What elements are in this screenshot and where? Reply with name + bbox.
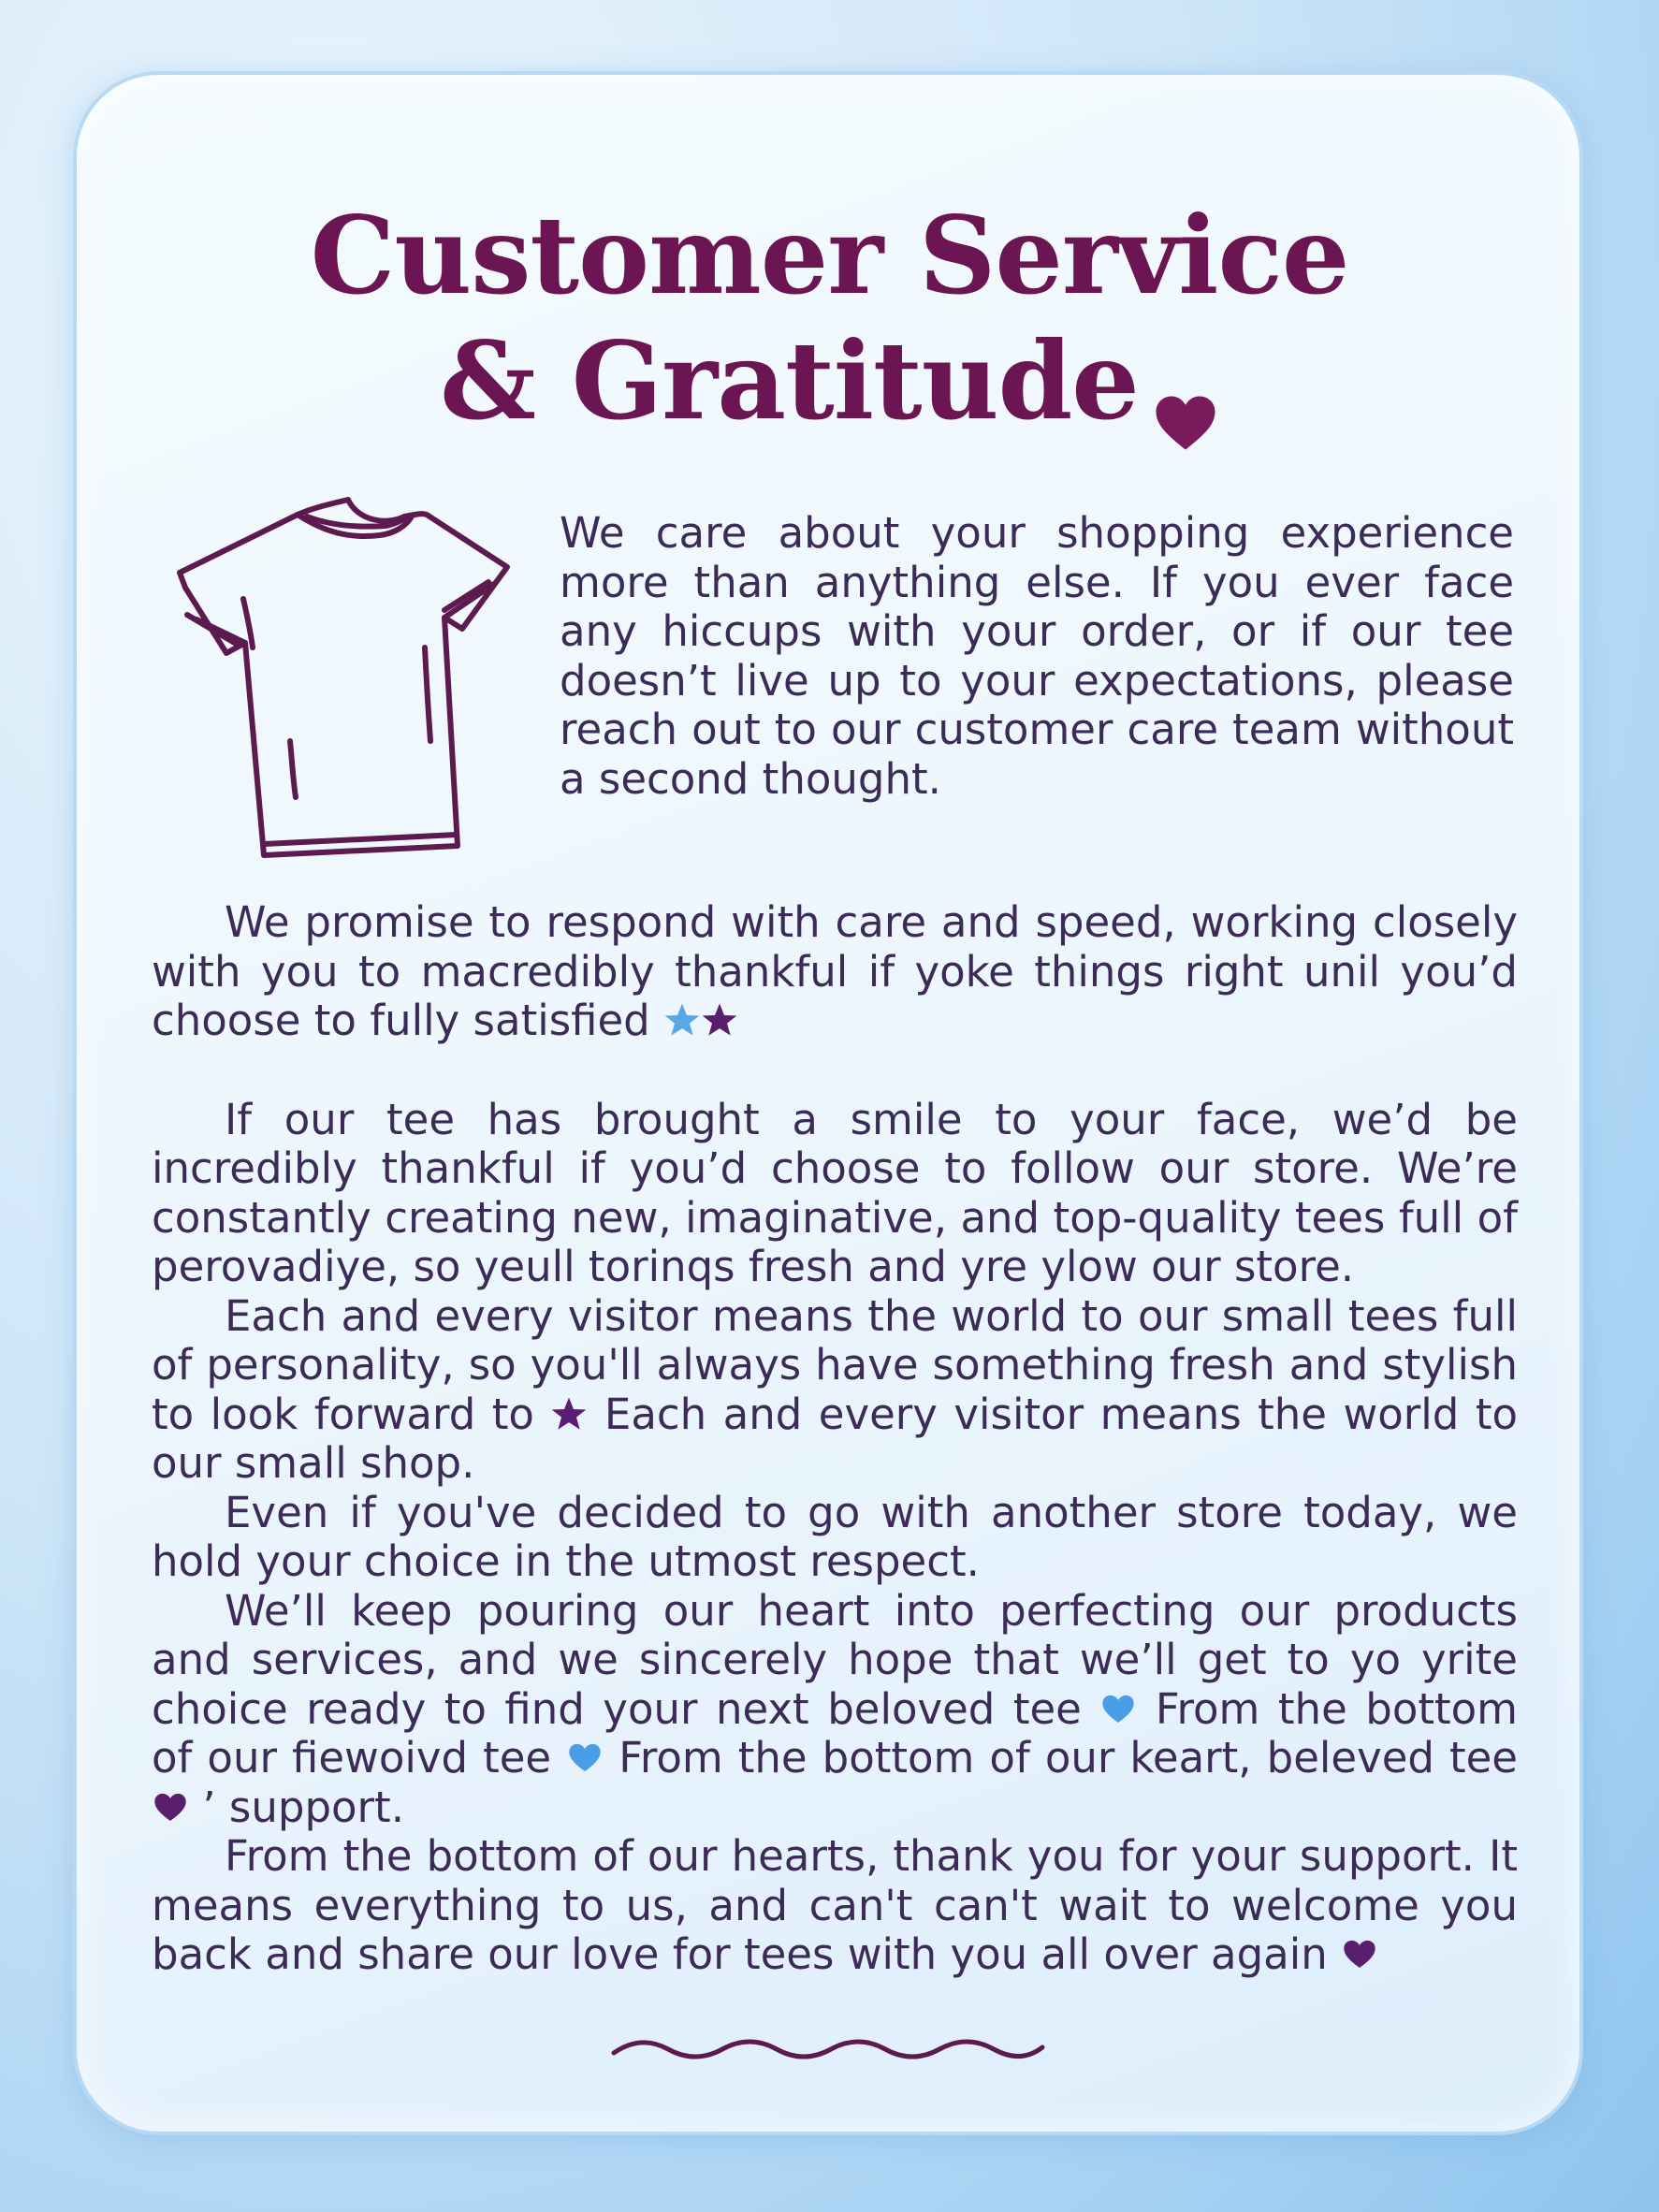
star-icon <box>663 1001 701 1039</box>
paragraph-5d-text: ’ support. <box>202 1782 404 1832</box>
paragraph-5c-text: From the bottom of our keart, beleved tee <box>618 1733 1518 1783</box>
title-line-2 <box>0 318 1659 444</box>
title-line-1: Customer Service <box>310 193 1349 318</box>
star-icon <box>550 1395 588 1433</box>
heart-icon <box>1341 1935 1378 1972</box>
title-line-2-text: & Gratitude <box>440 318 1139 444</box>
paragraph-5a-text: We’ll keep pouring our heart into perfecting our products and services, and we sincerely hope that we’ll get to yo yrite choice ready to find your next beloved tee <box>152 1585 1518 1734</box>
paragraph-6-text: From the bottom of our hearts, thank you for your support. It means everything to us, and can't can't wait to welcome you back and share our love for tees with you all over again <box>152 1831 1518 1979</box>
star-icon <box>701 1001 738 1039</box>
page-title <box>0 193 1659 444</box>
intro-paragraph: We care about your shopping experience more than anything else. If you ever face any hiccups with your order, or if our tee doesn’t live up to your expectations, please reach out to our customer care team without a second thought. <box>560 508 1514 804</box>
paragraph-3b-text: Each and every visitor means the world to our small shop. <box>152 1389 1519 1488</box>
blue-heart-icon <box>566 1739 604 1776</box>
squiggle-divider-icon <box>610 2030 1046 2064</box>
paragraph-1 <box>152 898 1518 1046</box>
paragraph-4: Even if you've decided to go with another store today, we hold your choice in the utmost respect. <box>152 1487 1518 1586</box>
t-shirt-icon <box>140 479 524 866</box>
paragraph-5b-text: From the bottom of our fiewoivd tee <box>152 1683 1519 1783</box>
heart-icon <box>1152 357 1219 424</box>
paragraph-3 <box>152 1292 1518 1489</box>
paragraph-5 <box>152 1587 1518 1833</box>
paragraph-1-text: We promise to respond with care and speed, working closely with you to macredibly thankful if yoke things right unil you’d choose to fully satisfied <box>152 897 1518 1045</box>
paragraph-3a-text: Each and every visitor means the world to our small tees full of personality, so you'll always have something fresh and stylish to look forward to <box>152 1290 1518 1439</box>
blue-heart-icon <box>1099 1690 1137 1727</box>
paragraph-2: If our tee has brought a smile to your face, we’d be incredibly thankful if you’d choose to follow our store. We’re constantly creating new, imaginative, and top-quality tees full of perovadiye, so yeull torinqs fresh and yre ylow our store. <box>152 1094 1518 1291</box>
paragraph-6 <box>152 1832 1518 1980</box>
heart-icon <box>152 1788 189 1826</box>
body-text <box>152 898 1518 1980</box>
